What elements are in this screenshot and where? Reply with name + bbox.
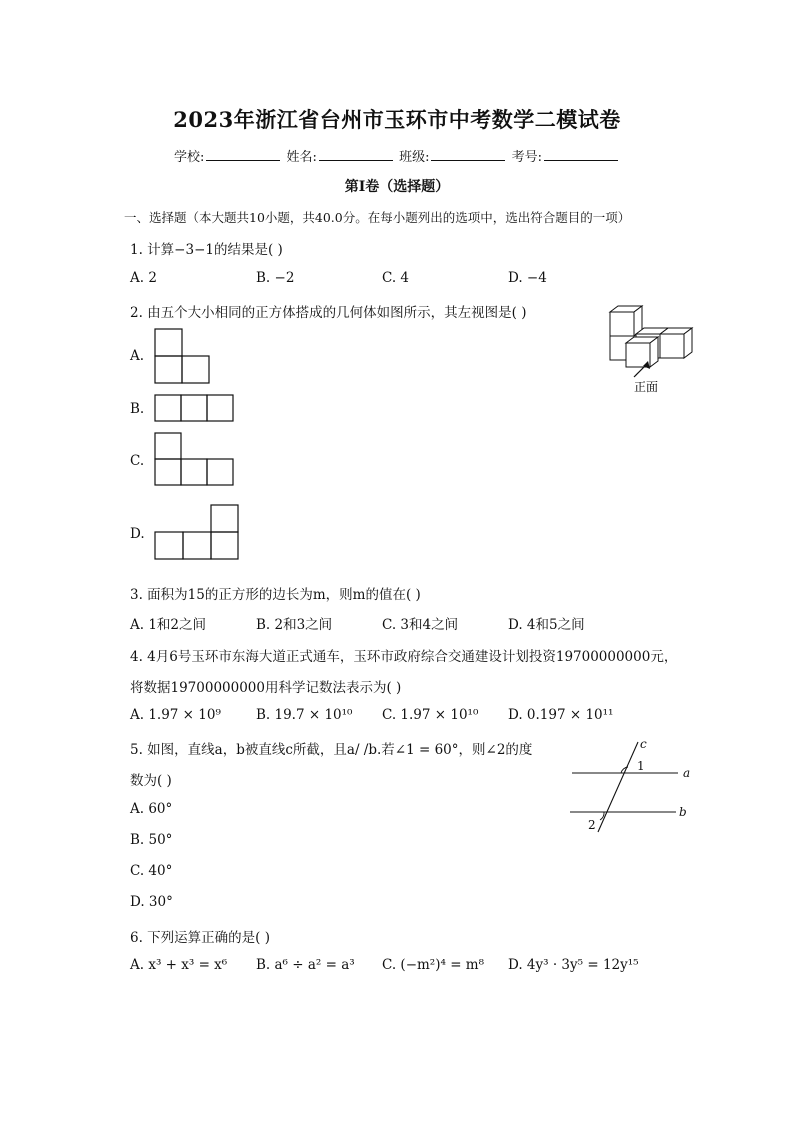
q6-option-c: C. (−m²)⁴ = m⁸ <box>382 957 485 973</box>
school-label: 学校: <box>174 150 205 165</box>
cube-face <box>610 312 634 336</box>
q5-option-c: C. 40° <box>130 863 173 879</box>
q5-option-d: D. 30° <box>130 894 173 910</box>
q2-option-d: D. <box>130 526 145 542</box>
exam-no-label: 考号: <box>511 150 542 165</box>
q2-option-c-figure <box>154 432 238 490</box>
q3-option-b: B. 2和3之间 <box>256 617 333 633</box>
school-blank <box>206 148 280 161</box>
label-a: a <box>683 766 691 780</box>
q4-option-c: C. 1.97 × 10¹⁰ <box>382 707 479 723</box>
q5-stem-line2: 数为( ) <box>130 773 172 789</box>
q3-option-d: D. 4和5之间 <box>508 617 585 633</box>
label-1: 1 <box>637 759 645 773</box>
section-heading: 第I卷（选择题） <box>344 179 450 195</box>
q3-option-c: C. 3和4之间 <box>382 617 459 633</box>
q1-stem: 1. 计算−3−1的结果是( ) <box>130 242 283 258</box>
q5-parallel-lines-figure <box>564 734 694 834</box>
exam-no-blank <box>544 148 618 161</box>
cube-side <box>684 328 692 358</box>
label-2: 2 <box>588 818 596 832</box>
q6-option-a: A. x³ + x³ = x⁶ <box>130 957 228 973</box>
q4-option-d: D. 0.197 × 10¹¹ <box>508 707 614 723</box>
q2-option-a-figure <box>154 328 214 386</box>
class-blank <box>431 148 505 161</box>
q1-option-d: D. −4 <box>508 270 547 286</box>
q5-option-a: A. 60° <box>130 801 173 817</box>
q2-cube-figure <box>604 303 696 399</box>
q2-option-c: C. <box>130 453 145 469</box>
q3-stem: 3. 面积为15的正方形的边长为m，则m的值在( ) <box>130 587 421 603</box>
q4-option-a: A. 1.97 × 10⁹ <box>130 707 221 723</box>
label-c: c <box>640 737 647 751</box>
q4-stem-line2: 将数据19700000000用科学记数法表示为( ) <box>130 680 402 696</box>
page-title: 2023年浙江省台州市玉环市中考数学二模试卷 <box>173 107 621 132</box>
q1-option-a: A. 2 <box>130 270 157 286</box>
q6-option-b: B. a⁶ ÷ a² = a³ <box>256 957 355 973</box>
q5-stem: 5. 如图，直线a，b被直线c所截，且a/ /b.若∠1 = 60°，则∠2的度 <box>130 742 533 758</box>
q1-option-c: C. 4 <box>382 270 410 286</box>
cube-side <box>650 337 658 367</box>
q1-option-b: B. −2 <box>256 270 295 286</box>
q2-stem: 2. 由五个大小相同的正方体搭成的几何体如图所示，其左视图是( ) <box>130 305 527 321</box>
front-label: 正面 <box>634 380 659 394</box>
q2-option-b-figure <box>154 393 238 425</box>
q2-option-a: A. <box>130 348 145 364</box>
q2-option-d-figure <box>154 503 244 563</box>
line-c <box>598 742 638 832</box>
q6-option-d: D. 4y³ · 3y⁵ = 12y¹⁵ <box>508 957 639 973</box>
q4-stem: 4. 4月6号玉环市东海大道正式通车，玉环市政府综合交通建设计划投资19700000000元， <box>130 649 678 665</box>
label-b: b <box>679 805 687 819</box>
section-instructions: 一、选择题（本大题共10小题，共40.0分。在每小题列出的选项中，选出符合题目的一项） <box>124 210 631 225</box>
name-blank <box>319 148 393 161</box>
student-info-line <box>0 146 794 165</box>
q5-option-b: B. 50° <box>130 832 173 848</box>
q4-option-b: B. 19.7 × 10¹⁰ <box>256 707 353 723</box>
name-label: 姓名: <box>286 150 317 165</box>
q3-option-a: A. 1和2之间 <box>130 617 207 633</box>
cube-face <box>660 334 684 358</box>
class-label: 班级: <box>399 150 430 165</box>
q2-option-b: B. <box>130 401 145 417</box>
q6-stem: 6. 下列运算正确的是( ) <box>130 930 270 946</box>
